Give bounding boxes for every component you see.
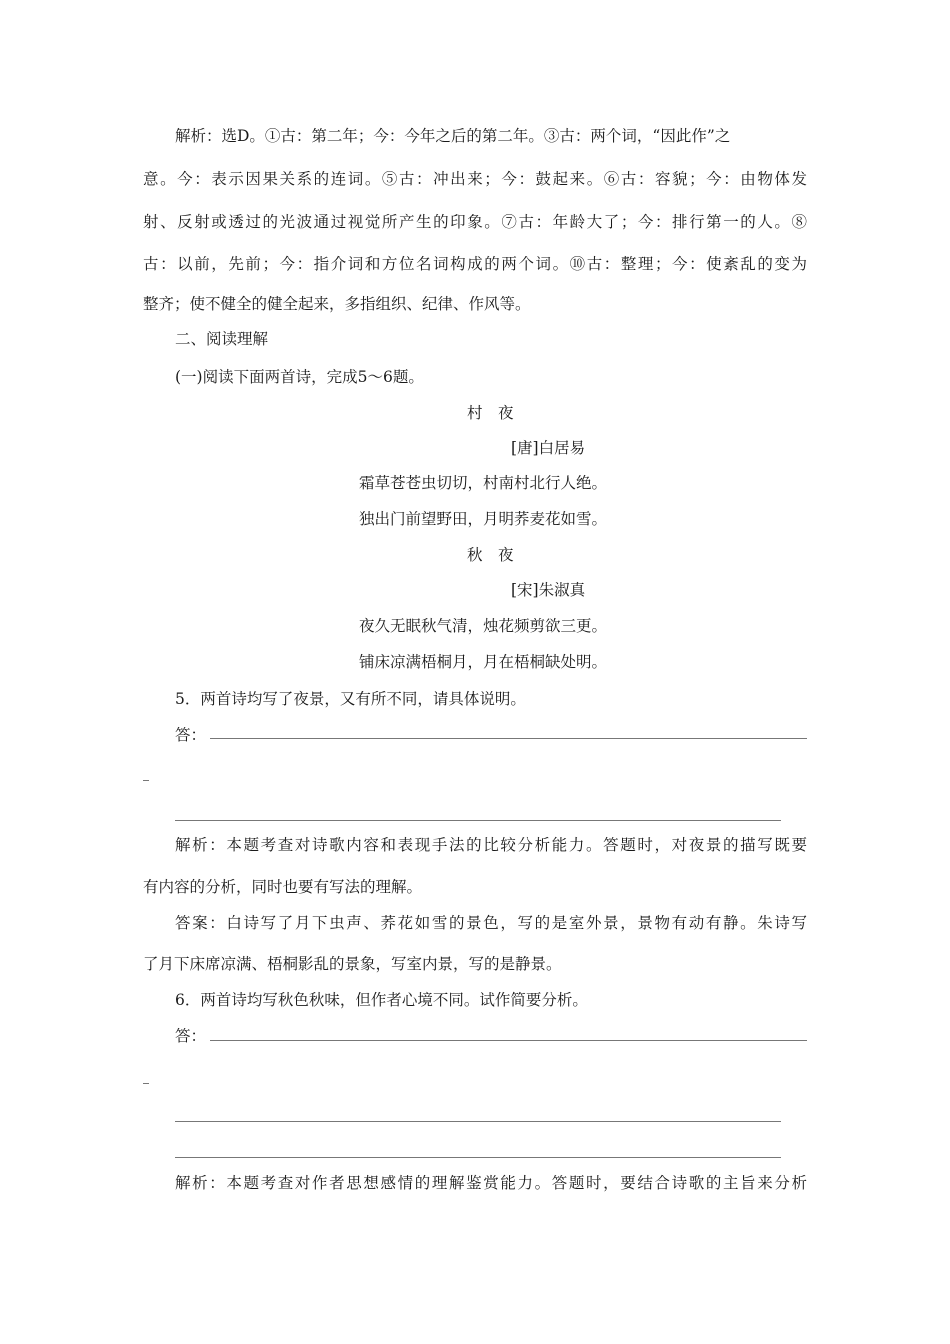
poem-title: 秋 夜 bbox=[467, 546, 514, 564]
q5-analysis-line: 解析：本题考查对诗歌内容和表现手法的比较分析能力。答题时，对夜景的描写既要 bbox=[175, 836, 807, 854]
answer-blank-line[interactable] bbox=[175, 1157, 781, 1158]
answer-blank-line bbox=[143, 1083, 149, 1084]
subsection-intro: (一)阅读下面两首诗，完成5～6题。 bbox=[175, 368, 424, 386]
analysis-line: 射、反射或透过的光波通过视觉所产生的印象。⑦古：年龄大了；今：排行第一的人。⑧ bbox=[143, 213, 807, 231]
analysis-line: 古：以前，先前；今：指介词和方位名词构成的两个词。⑩古：整理；今：使紊乱的变为 bbox=[143, 255, 807, 273]
answer-blank-line[interactable] bbox=[210, 1040, 807, 1041]
poem-title: 村 夜 bbox=[467, 404, 514, 422]
answer-blank-line[interactable] bbox=[175, 820, 781, 821]
poem-line: 独出门前望野田，月明荞麦花如雪。 bbox=[359, 510, 608, 528]
q5-answer-line: 答案：白诗写了月下虫声、荞花如雪的景色，写的是室外景，景物有动有静。朱诗写 bbox=[175, 914, 807, 932]
analysis-line: 整齐；使不健全的健全起来，多指组织、纪律、作风等。 bbox=[143, 295, 531, 313]
answer-blank-line[interactable] bbox=[175, 1121, 781, 1122]
poem-line: 铺床凉满梧桐月，月在梧桐缺处明。 bbox=[359, 653, 608, 671]
q5-analysis-line: 有内容的分析，同时也要有写法的理解。 bbox=[143, 878, 423, 896]
section-title: 二、阅读理解 bbox=[175, 330, 269, 348]
analysis-line: 意。今：表示因果关系的连词。⑤古：冲出来；今：鼓起来。⑥古：容貌；今：由物体发 bbox=[143, 170, 807, 188]
poem-line: 夜久无眠秋气清，烛花频剪欲三更。 bbox=[359, 617, 608, 635]
q6-analysis-line: 解析：本题考查对作者思想感情的理解鉴赏能力。答题时，要结合诗歌的主旨来分析 bbox=[175, 1174, 807, 1192]
question-5: 5．两首诗均写了夜景，又有所不同，请具体说明。 bbox=[175, 690, 526, 708]
question-6: 6．两首诗均写秋色秋味，但作者心境不同。试作简要分析。 bbox=[175, 991, 588, 1009]
poem-line: 霜草苍苍虫切切，村南村北行人绝。 bbox=[359, 474, 608, 492]
answer-label: 答： bbox=[175, 1027, 207, 1045]
answer-blank-line[interactable] bbox=[210, 738, 807, 739]
q5-answer-line: 了月下床席凉满、梧桐影乱的景象，写室内景，写的是静景。 bbox=[143, 955, 562, 973]
poem-author: [唐]白居易 bbox=[511, 439, 586, 457]
analysis-line: 解析：选D。①古：第二年；今：今年之后的第二年。③古：两个词，“因此作”之 bbox=[175, 127, 731, 145]
poem-author: [宋]朱淑真 bbox=[511, 581, 586, 599]
answer-blank-line bbox=[143, 780, 149, 781]
answer-label: 答： bbox=[175, 726, 207, 744]
